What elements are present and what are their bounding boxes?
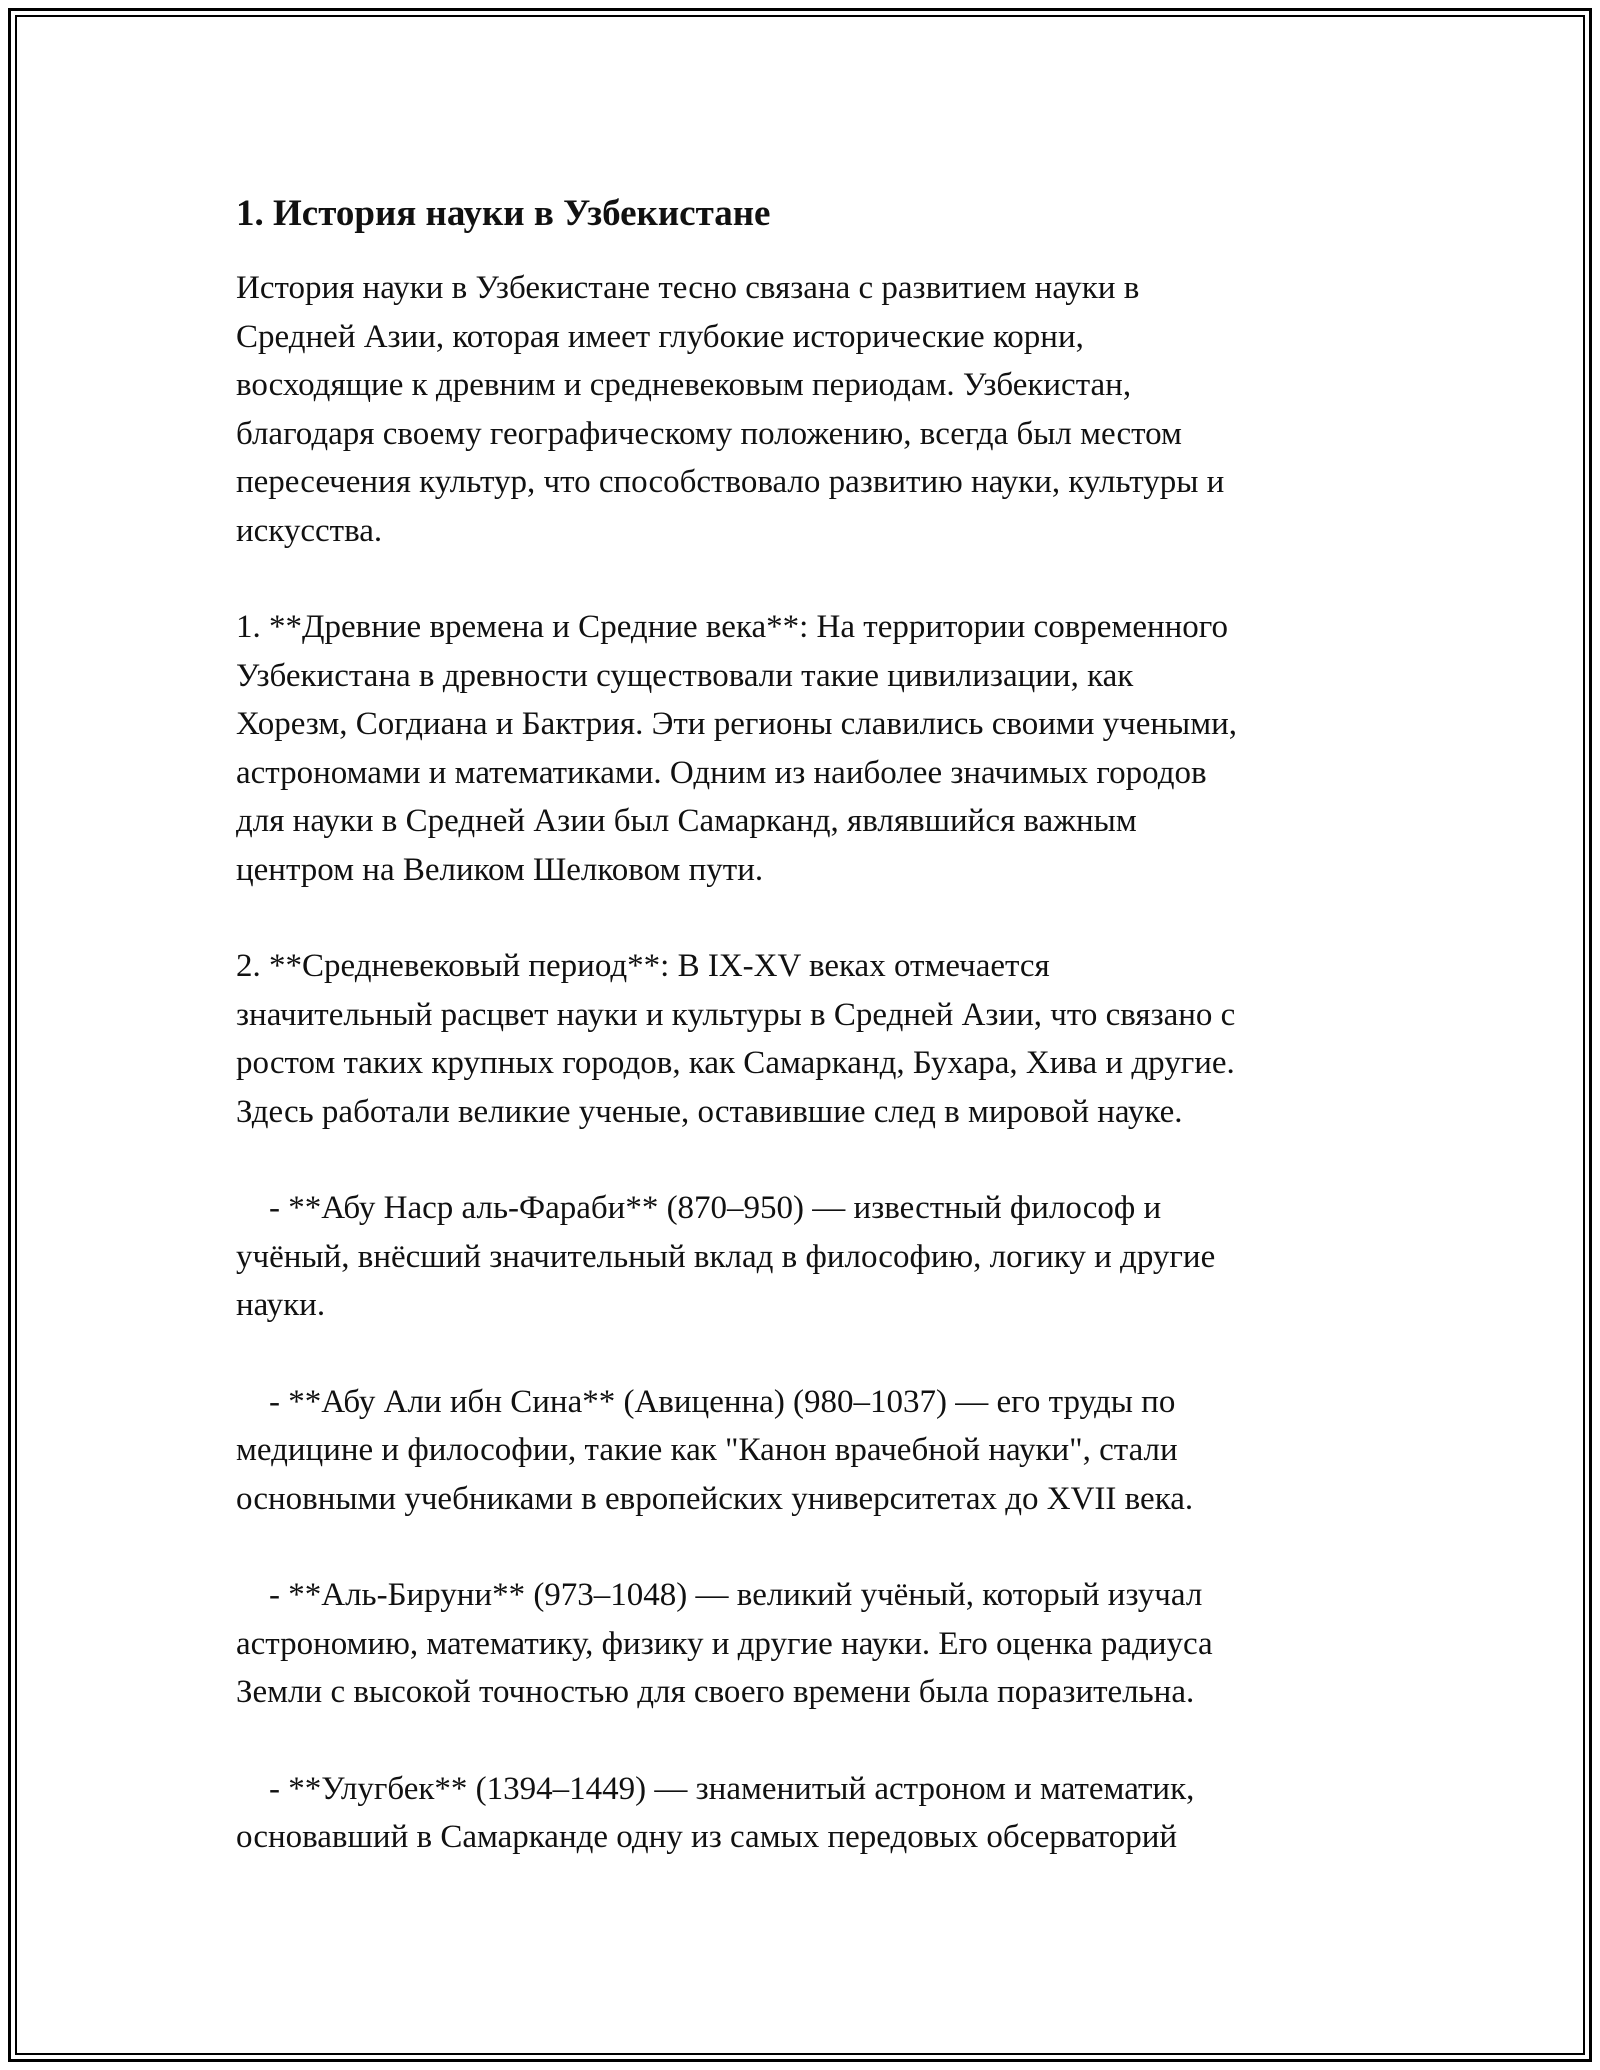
document-page: [236, 186, 1386, 1910]
list-item-ibn-sina: - **Абу Али ибн Сина** (Авиценна) (980–1037) — его труды по медицине и философии, такие как "Канон врачебной науки", стали основными учебниками в европейских университетах до XVII века.: [236, 1383, 1194, 1517]
section-heading: 1. История науки в Узбекистане: [236, 193, 771, 234]
intro-paragraph: История науки в Узбекистане тесно связана с развитием науки в Средней Азии, которая имеет глубокие исторические корни, восходящие к древним и средневековым периодам. Узбекистан, благодаря своему географическому положению, всегда был местом пересечения культур, что способствовало развитию науки, культуры и искусства.: [236, 270, 1225, 549]
ancient-times-paragraph: 1. **Древние времена и Средние века**: На территории современного Узбекистана в древности существовали такие цивилизации, как Хорезм, Согдиана и Бактрия. Эти регионы славились своими учеными, астрономами и математиками. Одним из наиболее значимых городов для науки в Средней Азии был Самарканд, являвшийся важным центром на Великом Шелковом пути.: [236, 609, 1238, 888]
list-item-al-farabi: - **Абу Наср аль-Фараби** (870–950) — известный философ и учёный, внёсший значительный вклад в философию, логику и другие науки.: [236, 1190, 1216, 1323]
medieval-period-paragraph: 2. **Средневековый период**: В IX-XV веках отмечается значительный расцвет науки и культуры в Средней Азии, что связано с ростом таких крупных городов, как Самарканд, Бухара, Хива и другие. Здесь работали великие ученые, оставившие след в мировой науке.: [236, 948, 1236, 1130]
list-item-ulugbek: - **Улугбек** (1394–1449) — знаменитый астроном и математик, основавший в Самарканде одну из самых передовых обсерваторий: [236, 1770, 1195, 1855]
list-item-al-biruni: - **Аль-Бируни** (973–1048) — великий учёный, который изучал астрономию, математику, физику и другие науки. Его оценка радиуса Земли с высокой точностью для своего времени была поразительна.: [236, 1577, 1213, 1710]
